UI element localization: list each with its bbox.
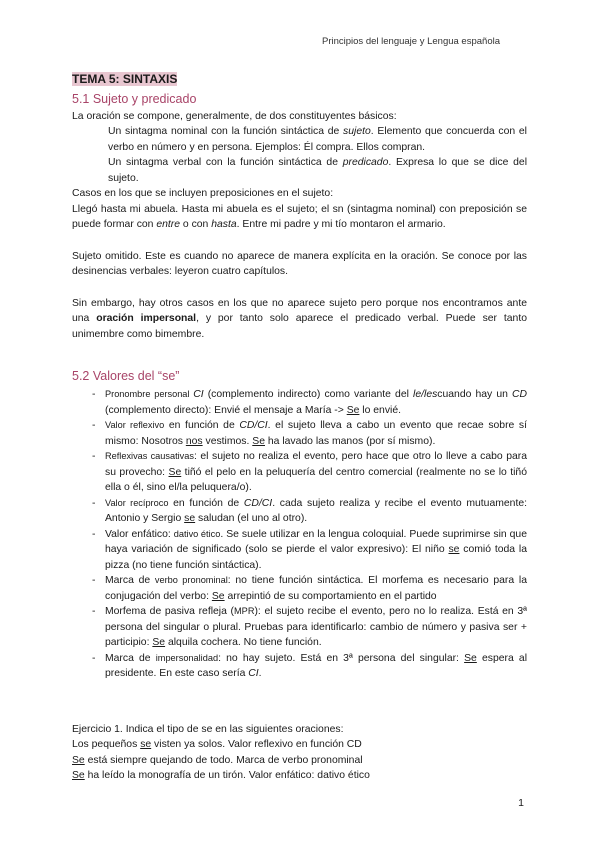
paragraph-llego: Llegó hasta mi abuela. Hasta mi abuela es el sujeto; el sn (sintagma nominal) con preposición se puede formar con entre o con hasta. Entre mi padre y mi tío montaron el armario. <box>72 203 527 230</box>
exercise-line: Los pequeños se visten ya solos. Valor reflexivo en función CD <box>72 739 362 750</box>
paragraph-intro: La oración se compone, generalmente, de dos constituyentes básicos: <box>72 110 397 122</box>
paragraph-oracion-impersonal: Sin embargo, hay otros casos en los que no aparece sujeto pero porque nos encontramos ante una oración impersonal, y por tanto solo aparece el predicado verbal. Puede ser tanto unimembre como bimembre. <box>72 297 527 340</box>
section-heading-sujeto-predicado: 5.1 Sujeto y predicado <box>72 91 197 106</box>
paragraph-sintagma-verbal: Un sintagma verbal con la función sintáctica de predicado. Expresa lo que se dice del sujeto. <box>108 157 527 184</box>
list-item: - Pronombre personal CI (complemento indirecto) como variante del le/lescuando hay un CD (complemento directo): Envié el mensaje a María -> Se lo envié. <box>92 387 527 418</box>
page-header: Principios del lenguaje y Lengua española <box>322 36 500 47</box>
section-heading-valores-se: 5.2 Valores del “se” <box>72 369 180 383</box>
list-item: - Marca de verbo pronominal: no tiene función sintáctica. El morfema es necesario para la conjugación del verbo: Se arrepintió de su comportamiento en el partido <box>92 573 527 604</box>
document-body <box>72 72 527 784</box>
tema-title: TEMA 5: SINTAXIS <box>72 72 178 86</box>
paragraph-sintagma-nominal: Un sintagma nominal con la función sintáctica de sujeto. Elemento que concuerda con el verbo en número y en persona. Ejemplos: Él compra. Ellos compran. <box>108 126 527 153</box>
exercise-title: Ejercicio 1. Indica el tipo de se en las siguientes oraciones: <box>72 723 344 735</box>
paragraph-casos: Casos en los que se incluyen preposiciones en el sujeto: <box>72 188 334 199</box>
list-item: - Valor recíproco en función de CD/CI. cada sujeto realiza y recibe el evento mutuamente: Antonio y Sergio se saludan (el uno al otro). <box>92 496 527 527</box>
list-item: - Reflexivas causativas: el sujeto no realiza el evento, pero hace que otro lo lleve a cabo para su provecho: Se tiñó el pelo en la peluquería del centro comercial (realmente no se lo tiñó ella o él, sino el/la peluquera/o). <box>92 449 527 496</box>
list-item: - Morfema de pasiva refleja (MPR): el sujeto recibe el evento, pero no lo realiza. Está en 3ª persona del singular o plural. Pruebas para identificarlo: cambio de número y pasiva ser + participio: Se alquila cochera. No tiene función. <box>92 604 527 651</box>
paragraph-sujeto-omitido: Sujeto omitido. Este es cuando no aparece de manera explícita en la oración. Se conoce por las desinencias verbales: leyeron cuatro capítulos. <box>72 250 527 277</box>
valores-se-list <box>72 387 527 682</box>
exercise-line: Se está siempre quejando de todo. Marca de verbo pronominal <box>72 754 363 766</box>
list-item: - Valor reflexivo en función de CD/CI. el sujeto lleva a cabo un evento que recae sobre sí mismo: Nosotros nos vestimos. Se ha lavado las manos (por sí mismo). <box>92 418 527 449</box>
page-number: 1 <box>518 797 524 809</box>
exercise-line: Se ha leído la monografía de un tirón. Valor enfático: dativo ético <box>72 770 370 781</box>
list-item: - Marca de impersonalidad: no hay sujeto. Está en 3ª persona del singular: Se espera al presidente. En este caso sería CI. <box>92 651 527 682</box>
list-item: - Valor enfático: dativo ético. Se suele utilizar en la lengua coloquial. Puede suprimirse sin que haya variación de significado (solo se pierde el valor expresivo): El niño se comió toda la pizza (no tiene función sintáctica). <box>92 527 527 574</box>
